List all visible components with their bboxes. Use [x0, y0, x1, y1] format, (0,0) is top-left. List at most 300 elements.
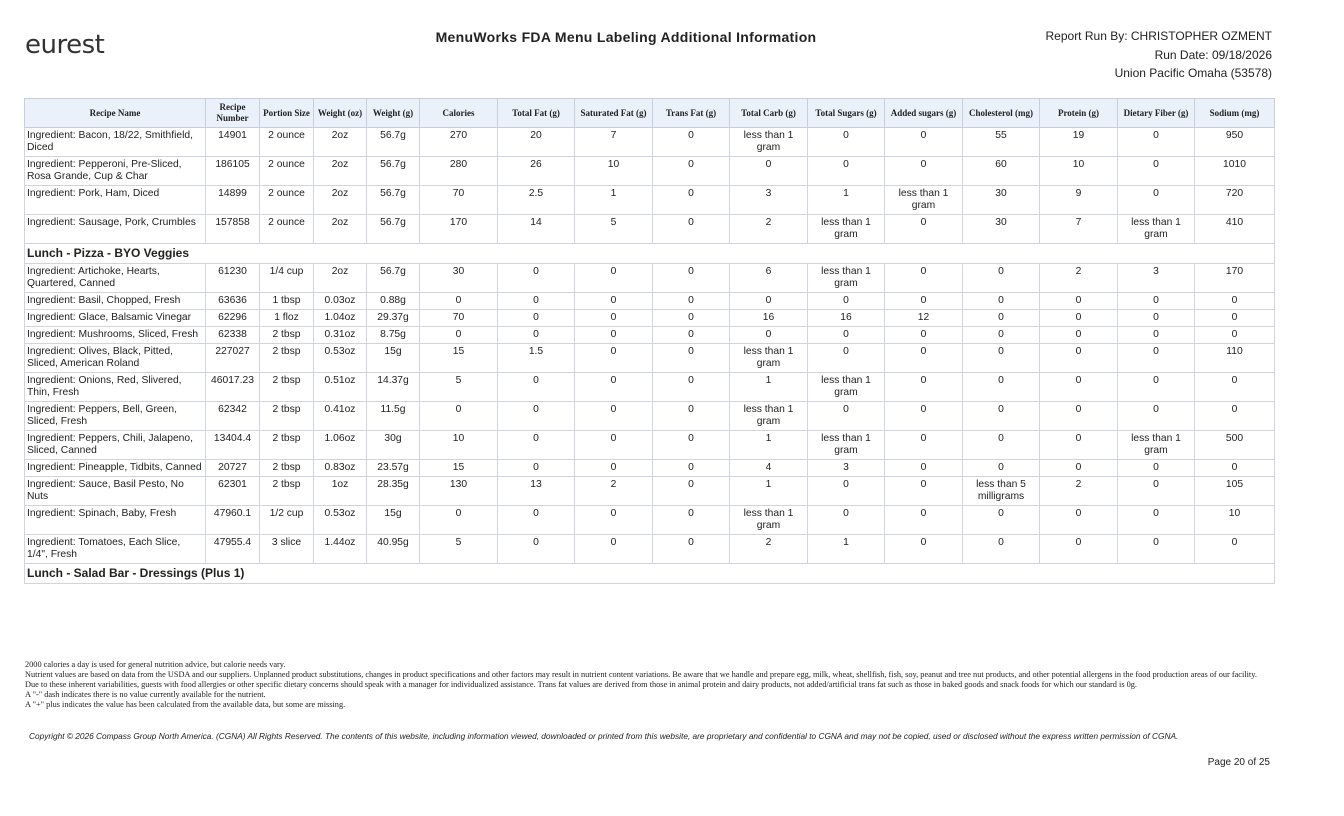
- table-cell: 0: [1118, 402, 1195, 431]
- table-cell: 0: [1118, 327, 1195, 344]
- table-row: [25, 215, 1275, 244]
- table-cell: 0: [420, 293, 498, 310]
- table-cell: 0.51oz: [314, 373, 367, 402]
- table-cell: less than 5 milligrams: [963, 477, 1040, 506]
- column-header: Portion Size: [260, 99, 314, 128]
- table-cell: 23.57g: [367, 460, 420, 477]
- table-cell: 0.88g: [367, 293, 420, 310]
- table-cell: 14901: [206, 128, 260, 157]
- table-row: [25, 460, 1275, 477]
- table-cell: 10: [420, 431, 498, 460]
- table-cell: 0: [1195, 327, 1275, 344]
- table-cell: 3: [1118, 264, 1195, 293]
- table-cell: 5: [420, 535, 498, 564]
- recipe-name-cell: Ingredient: Sausage, Pork, Crumbles: [25, 215, 206, 244]
- column-header: Sodium (mg): [1195, 99, 1275, 128]
- table-cell: 1oz: [314, 477, 367, 506]
- table-cell: 0: [653, 535, 730, 564]
- table-cell: 1: [730, 431, 808, 460]
- table-cell: 15: [420, 344, 498, 373]
- table-cell: 1: [730, 477, 808, 506]
- table-cell: 0: [498, 373, 575, 402]
- table-cell: 0: [808, 128, 885, 157]
- table-cell: 0: [963, 460, 1040, 477]
- table-cell: less than 1 gram: [808, 431, 885, 460]
- table-header: [25, 99, 1275, 128]
- table-cell: 1010: [1195, 157, 1275, 186]
- table-cell: 0: [963, 310, 1040, 327]
- table-cell: 105: [1195, 477, 1275, 506]
- table-cell: 0: [1118, 186, 1195, 215]
- table-cell: 0: [963, 402, 1040, 431]
- table-cell: 0: [885, 215, 963, 244]
- recipe-name-cell: Ingredient: Glace, Balsamic Vinegar: [25, 310, 206, 327]
- table-cell: 110: [1195, 344, 1275, 373]
- column-header: Weight (oz): [314, 99, 367, 128]
- table-cell: 186105: [206, 157, 260, 186]
- table-cell: 227027: [206, 344, 260, 373]
- table-cell: 0: [885, 293, 963, 310]
- footnote: A "-" dash indicates there is no value currently available for the nutrient.: [25, 690, 266, 699]
- table-cell: 0.41oz: [314, 402, 367, 431]
- table-row: [25, 264, 1275, 293]
- table-cell: 0: [1040, 373, 1118, 402]
- table-cell: 0: [730, 293, 808, 310]
- report-title: MenuWorks FDA Menu Labeling Additional Information: [435, 29, 817, 45]
- table-cell: 0: [575, 402, 653, 431]
- recipe-name-cell: Ingredient: Peppers, Bell, Green, Sliced, Fresh: [25, 402, 206, 431]
- table-cell: 0: [1118, 506, 1195, 535]
- table-cell: less than 1 gram: [730, 402, 808, 431]
- table-cell: 62338: [206, 327, 260, 344]
- table-cell: less than 1 gram: [730, 506, 808, 535]
- table-row: [25, 157, 1275, 186]
- table-cell: 0: [420, 506, 498, 535]
- table-cell: 56.7g: [367, 215, 420, 244]
- table-cell: 0: [653, 460, 730, 477]
- table-cell: 56.7g: [367, 128, 420, 157]
- table-cell: 0: [885, 477, 963, 506]
- table-row: [25, 293, 1275, 310]
- table-cell: 0: [575, 431, 653, 460]
- table-cell: 0: [963, 344, 1040, 373]
- table-cell: 0: [885, 460, 963, 477]
- table-cell: 0: [1118, 373, 1195, 402]
- table-cell: 170: [420, 215, 498, 244]
- table-cell: 0: [1118, 157, 1195, 186]
- table-cell: 0: [885, 506, 963, 535]
- table-cell: 7: [1040, 215, 1118, 244]
- table-cell: 0: [808, 506, 885, 535]
- table-cell: 2 ounce: [260, 215, 314, 244]
- recipe-name-cell: Ingredient: Sauce, Basil Pesto, No Nuts: [25, 477, 206, 506]
- table-cell: 2oz: [314, 186, 367, 215]
- table-cell: 0: [885, 373, 963, 402]
- table-cell: 26: [498, 157, 575, 186]
- table-cell: 10: [575, 157, 653, 186]
- table-cell: 1/4 cup: [260, 264, 314, 293]
- table-cell: 0: [885, 327, 963, 344]
- table-cell: 270: [420, 128, 498, 157]
- table-cell: 0: [575, 264, 653, 293]
- table-cell: 2oz: [314, 264, 367, 293]
- table-cell: 0: [498, 327, 575, 344]
- table-cell: 0: [885, 344, 963, 373]
- table-cell: 0: [1040, 344, 1118, 373]
- table-cell: less than 1 gram: [808, 264, 885, 293]
- table-cell: 0: [653, 327, 730, 344]
- table-cell: 0: [1040, 327, 1118, 344]
- table-cell: 0.83oz: [314, 460, 367, 477]
- table-cell: 0: [575, 310, 653, 327]
- table-cell: 0: [1040, 293, 1118, 310]
- table-cell: 130: [420, 477, 498, 506]
- table-cell: 0: [963, 506, 1040, 535]
- table-cell: 0: [885, 264, 963, 293]
- table-cell: 0: [498, 535, 575, 564]
- table-cell: 0: [498, 264, 575, 293]
- table-cell: 157858: [206, 215, 260, 244]
- table-cell: 30: [420, 264, 498, 293]
- table-cell: 0: [420, 327, 498, 344]
- recipe-name-cell: Ingredient: Peppers, Chili, Jalapeno, Sliced, Canned: [25, 431, 206, 460]
- table-row: [25, 477, 1275, 506]
- table-cell: 56.7g: [367, 186, 420, 215]
- table-cell: 2oz: [314, 157, 367, 186]
- table-cell: 0: [420, 402, 498, 431]
- table-cell: 14: [498, 215, 575, 244]
- table-cell: 46017.23: [206, 373, 260, 402]
- table-cell: 0: [653, 402, 730, 431]
- table-cell: 500: [1195, 431, 1275, 460]
- table-row: [25, 344, 1275, 373]
- table-cell: 0: [653, 128, 730, 157]
- column-header: Protein (g): [1040, 99, 1118, 128]
- table-cell: 62342: [206, 402, 260, 431]
- table-cell: 0: [1195, 535, 1275, 564]
- table-cell: 0: [653, 344, 730, 373]
- table-cell: 0: [1118, 460, 1195, 477]
- table-row: [25, 506, 1275, 535]
- table-cell: 0: [885, 402, 963, 431]
- table-cell: 13404.4: [206, 431, 260, 460]
- table-cell: 0: [1040, 460, 1118, 477]
- table-cell: 0: [653, 157, 730, 186]
- table-cell: 30: [963, 215, 1040, 244]
- table-cell: 20727: [206, 460, 260, 477]
- table-cell: 2 tbsp: [260, 460, 314, 477]
- table-cell: 1: [808, 186, 885, 215]
- table-cell: 0: [653, 293, 730, 310]
- table-cell: 0: [575, 506, 653, 535]
- table-cell: 2: [730, 535, 808, 564]
- section-row: [25, 564, 1275, 584]
- column-header: Dietary Fiber (g): [1118, 99, 1195, 128]
- page-number: Page 20 of 25: [1207, 757, 1270, 768]
- table-cell: 0: [575, 344, 653, 373]
- table-cell: 1: [730, 373, 808, 402]
- table-cell: 3: [808, 460, 885, 477]
- run-info: [1046, 27, 1273, 83]
- table-cell: 0: [575, 460, 653, 477]
- table-cell: 0: [498, 460, 575, 477]
- table-cell: 16: [808, 310, 885, 327]
- table-row: [25, 431, 1275, 460]
- table-cell: 6: [730, 264, 808, 293]
- table-row: [25, 535, 1275, 564]
- table-cell: 3 slice: [260, 535, 314, 564]
- table-cell: 0: [1040, 431, 1118, 460]
- footnotes: [25, 660, 1265, 710]
- table-cell: 2: [575, 477, 653, 506]
- table-cell: 2oz: [314, 128, 367, 157]
- table-row: [25, 128, 1275, 157]
- nutrition-table: [24, 98, 1275, 584]
- table-cell: 40.95g: [367, 535, 420, 564]
- table-cell: 0: [1040, 535, 1118, 564]
- table-cell: 20: [498, 128, 575, 157]
- table-cell: 0: [808, 157, 885, 186]
- column-header: Added sugars (g): [885, 99, 963, 128]
- table-cell: 2 ounce: [260, 186, 314, 215]
- table-cell: 0: [653, 264, 730, 293]
- table-cell: 0: [808, 477, 885, 506]
- table-cell: 0: [498, 293, 575, 310]
- table-cell: 30: [963, 186, 1040, 215]
- table-cell: 70: [420, 310, 498, 327]
- table-cell: 9: [1040, 186, 1118, 215]
- table-cell: 950: [1195, 128, 1275, 157]
- run-date: Run Date: 09/18/2026: [1154, 47, 1272, 62]
- table-cell: less than 1 gram: [885, 186, 963, 215]
- column-header: Recipe Name: [25, 99, 206, 128]
- table-cell: 0: [1118, 128, 1195, 157]
- table-cell: 11.5g: [367, 402, 420, 431]
- recipe-name-cell: Ingredient: Olives, Black, Pitted, Sliced, American Roland: [25, 344, 206, 373]
- table-cell: 1.04oz: [314, 310, 367, 327]
- footnote: A "+" plus indicates the value has been calculated from the available data, but some are missing.: [25, 700, 346, 709]
- table-cell: 5: [420, 373, 498, 402]
- table-cell: 0: [1040, 310, 1118, 327]
- table-cell: 56.7g: [367, 264, 420, 293]
- table-cell: 0.53oz: [314, 344, 367, 373]
- table-cell: 56.7g: [367, 157, 420, 186]
- table-cell: 1.5: [498, 344, 575, 373]
- table-cell: 0: [1118, 535, 1195, 564]
- table-cell: 0.03oz: [314, 293, 367, 310]
- table-cell: 16: [730, 310, 808, 327]
- table-cell: 7: [575, 128, 653, 157]
- table-cell: 2 tbsp: [260, 327, 314, 344]
- table-cell: 1.06oz: [314, 431, 367, 460]
- table-cell: 2 tbsp: [260, 477, 314, 506]
- table-cell: 0: [808, 402, 885, 431]
- footnote: Nutrient values are based on data from the USDA and our suppliers. Unplanned product substitutions, changes in product specifications and other factors may result in nutrient content variations. Be aware that we handle and prepare egg, milk, wheat, shellfish, fish, soy, peanut and tree nut products, and other potential allergens in the food production areas of our facility. Due to these inherent variabilities, guests with food allergies or other specific dietary concerns should speak with a manager for individualized assistance. Trans fat values are derived from those in animal protein and dairy products, not added/artificial trans fat such as those in baked goods and snack foods for which our standard is 0g.: [25, 670, 1257, 689]
- table-cell: 63636: [206, 293, 260, 310]
- table-cell: 10: [1040, 157, 1118, 186]
- table-cell: 0.31oz: [314, 327, 367, 344]
- table-cell: 0: [575, 535, 653, 564]
- table-cell: less than 1 gram: [808, 215, 885, 244]
- table-cell: 0: [653, 310, 730, 327]
- table-cell: 0: [808, 293, 885, 310]
- table-cell: 2.5: [498, 186, 575, 215]
- column-header: Total Fat (g): [498, 99, 575, 128]
- table-cell: 0: [963, 373, 1040, 402]
- section-row: [25, 244, 1275, 264]
- table-cell: 0.53oz: [314, 506, 367, 535]
- table-cell: 13: [498, 477, 575, 506]
- table-cell: 0: [885, 431, 963, 460]
- table-cell: 0: [653, 186, 730, 215]
- table-cell: 0: [730, 157, 808, 186]
- table-cell: 15: [420, 460, 498, 477]
- column-header: Recipe Number: [206, 99, 260, 128]
- table-cell: 0: [653, 477, 730, 506]
- table-cell: 0: [575, 327, 653, 344]
- table-cell: less than 1 gram: [730, 128, 808, 157]
- table-cell: 47960.1: [206, 506, 260, 535]
- table-cell: 0: [885, 157, 963, 186]
- recipe-name-cell: Ingredient: Pineapple, Tidbits, Canned: [25, 460, 206, 477]
- table-cell: 2: [1040, 264, 1118, 293]
- table-row: [25, 186, 1275, 215]
- table-cell: 5: [575, 215, 653, 244]
- run-by: Report Run By: CHRISTOPHER OZMENT: [1045, 29, 1272, 43]
- table-cell: 0: [1118, 477, 1195, 506]
- table-cell: 2 ounce: [260, 157, 314, 186]
- table-cell: 14.37g: [367, 373, 420, 402]
- table-cell: 2 ounce: [260, 128, 314, 157]
- column-header: Trans Fat (g): [653, 99, 730, 128]
- column-header: Total Sugars (g): [808, 99, 885, 128]
- table-cell: 0: [885, 535, 963, 564]
- table-cell: 0: [1195, 373, 1275, 402]
- section-title: Lunch - Salad Bar - Dressings (Plus 1): [25, 564, 1275, 584]
- table-cell: 2 tbsp: [260, 402, 314, 431]
- recipe-name-cell: Ingredient: Basil, Chopped, Fresh: [25, 293, 206, 310]
- table-cell: 1 floz: [260, 310, 314, 327]
- table-cell: 1 tbsp: [260, 293, 314, 310]
- table-cell: 60: [963, 157, 1040, 186]
- table-cell: 2 tbsp: [260, 431, 314, 460]
- table-cell: less than 1 gram: [1118, 215, 1195, 244]
- table-cell: 0: [963, 535, 1040, 564]
- column-header: Cholesterol (mg): [963, 99, 1040, 128]
- table-cell: 15g: [367, 506, 420, 535]
- copyright-notice: Copyright © 2026 Compass Group North America. (CGNA) All Rights Reserved. The contents of this website, including information viewed, downloaded or printed from this website, are proprietary and confidential to CGNA and may not be copied, used or disclosed without the express written permission of CGNA.: [29, 731, 1179, 741]
- table-cell: 0: [1195, 293, 1275, 310]
- table-cell: 15g: [367, 344, 420, 373]
- table-cell: 170: [1195, 264, 1275, 293]
- table-cell: less than 1 gram: [808, 373, 885, 402]
- table-cell: 14899: [206, 186, 260, 215]
- table-cell: 1.44oz: [314, 535, 367, 564]
- table-cell: 0: [1118, 310, 1195, 327]
- table-cell: 10: [1195, 506, 1275, 535]
- column-header: Saturated Fat (g): [575, 99, 653, 128]
- table-cell: 0: [653, 215, 730, 244]
- table-cell: 29.37g: [367, 310, 420, 327]
- table-cell: 0: [1195, 460, 1275, 477]
- recipe-name-cell: Ingredient: Spinach, Baby, Fresh: [25, 506, 206, 535]
- table-cell: 0: [1195, 402, 1275, 431]
- table-cell: 0: [653, 431, 730, 460]
- table-cell: 280: [420, 157, 498, 186]
- table-cell: 0: [498, 506, 575, 535]
- footnote: 2000 calories a day is used for general nutrition advice, but calorie needs vary.: [25, 660, 286, 669]
- table-row: [25, 310, 1275, 327]
- table-cell: 62301: [206, 477, 260, 506]
- table-cell: 0: [1118, 344, 1195, 373]
- table-cell: 1: [575, 186, 653, 215]
- table-cell: 0: [963, 293, 1040, 310]
- table-cell: 0: [963, 431, 1040, 460]
- table-cell: less than 1 gram: [730, 344, 808, 373]
- table-cell: 0: [1195, 310, 1275, 327]
- table-row: [25, 373, 1275, 402]
- table-cell: 0: [653, 506, 730, 535]
- table-cell: 0: [1040, 506, 1118, 535]
- table-cell: 30g: [367, 431, 420, 460]
- table-cell: 2: [1040, 477, 1118, 506]
- table-cell: 19: [1040, 128, 1118, 157]
- table-cell: 0: [498, 310, 575, 327]
- eurest-logo: eurest: [25, 30, 105, 60]
- column-header: Weight (g): [367, 99, 420, 128]
- table-cell: 0: [963, 264, 1040, 293]
- table-cell: 410: [1195, 215, 1275, 244]
- table-cell: 0: [1040, 402, 1118, 431]
- table-cell: 1: [808, 535, 885, 564]
- table-cell: 0: [808, 344, 885, 373]
- table-cell: 4: [730, 460, 808, 477]
- table-cell: 0: [498, 402, 575, 431]
- table-cell: 12: [885, 310, 963, 327]
- table-cell: 1/2 cup: [260, 506, 314, 535]
- section-title: Lunch - Pizza - BYO Veggies: [25, 244, 1275, 264]
- recipe-name-cell: Ingredient: Pepperoni, Pre-Sliced, Rosa Grande, Cup & Char: [25, 157, 206, 186]
- table-cell: 2: [730, 215, 808, 244]
- table-cell: 61230: [206, 264, 260, 293]
- table-cell: 720: [1195, 186, 1275, 215]
- recipe-name-cell: Ingredient: Mushrooms, Sliced, Fresh: [25, 327, 206, 344]
- table-cell: 2 tbsp: [260, 373, 314, 402]
- recipe-name-cell: Ingredient: Bacon, 18/22, Smithfield, Diced: [25, 128, 206, 157]
- column-header: Total Carb (g): [730, 99, 808, 128]
- table-cell: 0: [575, 373, 653, 402]
- table-cell: 55: [963, 128, 1040, 157]
- table-row: [25, 327, 1275, 344]
- table-cell: 28.35g: [367, 477, 420, 506]
- table-cell: 0: [885, 128, 963, 157]
- table-cell: 0: [653, 373, 730, 402]
- column-header: Calories: [420, 99, 498, 128]
- table-cell: 47955.4: [206, 535, 260, 564]
- table-cell: 0: [575, 293, 653, 310]
- table-cell: 3: [730, 186, 808, 215]
- recipe-name-cell: Ingredient: Pork, Ham, Diced: [25, 186, 206, 215]
- table-cell: less than 1 gram: [1118, 431, 1195, 460]
- table-cell: 0: [1118, 293, 1195, 310]
- table-cell: 8.75g: [367, 327, 420, 344]
- table-cell: 0: [730, 327, 808, 344]
- table-cell: 0: [498, 431, 575, 460]
- table-cell: 70: [420, 186, 498, 215]
- recipe-name-cell: Ingredient: Artichoke, Hearts, Quartered, Canned: [25, 264, 206, 293]
- table-row: [25, 402, 1275, 431]
- recipe-name-cell: Ingredient: Tomatoes, Each Slice, 1/4", Fresh: [25, 535, 206, 564]
